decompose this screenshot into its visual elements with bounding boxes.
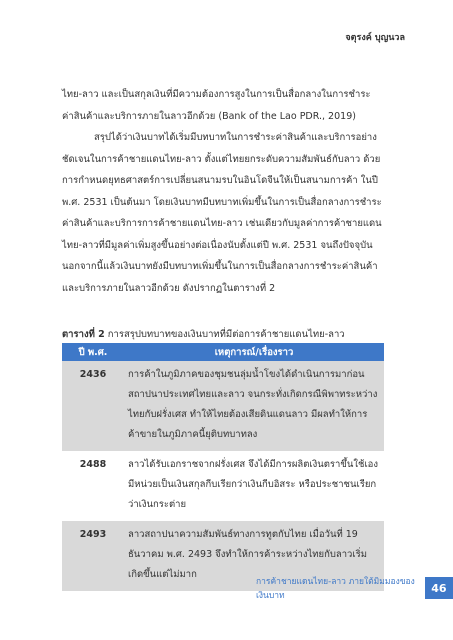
table-cell-event: การค้าในภูมิภาคของชุมชนลุ่มน้ำโขงได้ดำเนินการมาก่อนสถาปนาประเทศไทยและลาว จนกระทั่งเกิดกรณีพิพาทระหว่างไทยกับฝรั่งเศส ทำให้ไทยต้องเสียดินแดนลาว มีผลทำให้การค้าขายในภูมิภาคนี้ยุติบทบาทลง	[124, 361, 384, 451]
paragraph: สรุปได้ว่าเงินบาทได้เริ่มมีบทบาทในการชำระค่าสินค้าและบริการอย่างชัดเจนในการค้าชายแดนไทย-ลาว ตั้งแต่ไทยยกระดับความสัมพันธ์กับลาว ด้วยการกำหนดยุทธศาสตร์การเปลี่ยนสนามรบในอินโดจีนให้เป็นสนามการค้า ในปี พ.ศ. 2531 เป็นต้นมา โดยเงินบาทมีบทบาทเพิ่มขึ้นในการเป็นสื่อกลางการชำระค่าสินค้าและบริการการค้าชายแดนไทย-ลาว เช่นเดียวกับมูลค่าการค้าชายแดนไทย-ลาวที่มีมูลค่าเพิ่มสูงขึ้นอย่างต่อเนื่องนับตั้งแต่ปี พ.ศ. 2531 จนถึงปัจจุบัน นอกจากนี้แล้วเงินบาทยังมีบทบาทเพิ่มขึ้นในการเป็นสื่อกลางการชำระค่าสินค้าและบริการภายในลาวอีกด้วย ดังปรากฏในตารางที่ 2	[62, 132, 382, 294]
column-header-year: ปี พ.ศ.	[62, 343, 124, 361]
table-cell-event: ลาวสถาปนาความสัมพันธ์ทางการทูตกับไทย เมื่อวันที่ 19 ธันวาคม พ.ศ. 2493 จึงทำให้การค้าระหว่างไทยกับลาวเริ่มเกิดขึ้นแต่ไม่มาก	[124, 521, 384, 591]
table-caption-text: การสรุปบทบาทของเงินบาทที่มีต่อการค้าชายแดนไทย-ลาว	[104, 329, 345, 340]
table-cell-year: 2436	[62, 361, 124, 451]
body-text	[62, 84, 382, 299]
table-cell-year: 2488	[79, 459, 107, 470]
paragraph: ไทย-ลาว และเป็นสกุลเงินที่มีความต้องการสูงในการเป็นสื่อกลางในการชำระค่าสินค้าและบริการภายในลาวอีกด้วย (Bank of the Lao PDR., 2019)	[62, 89, 371, 122]
table-caption-label: ตารางที่ 2	[62, 329, 105, 340]
table-row	[62, 361, 384, 451]
running-head-author: จตุรงค์ บุญนวล	[345, 33, 405, 43]
column-header-event: เหตุการณ์/เรื่องราว	[124, 343, 384, 361]
history-table	[62, 343, 384, 591]
page-footer	[256, 574, 453, 602]
footer-book-title: การค้าชายแดนไทย-ลาว ภายใต้มิมมองของเงินบาท	[256, 577, 415, 601]
page-number: 46	[425, 577, 453, 599]
table-header-row	[62, 343, 384, 361]
table-caption	[62, 327, 392, 342]
table-cell-event: ลาวได้รับเอกราชจากฝรั่งเศส จึงได้มีการผลิตเงินตราขึ้นใช้เอง มีหน่วยเป็นเงินสกุลกีบเรียกว่าเงินกีบอิสระ หรือประชาชนเรียกว่าเงินกระต่าย	[128, 459, 379, 510]
table-cell-year: 2493	[62, 521, 124, 591]
table-row	[62, 451, 384, 521]
